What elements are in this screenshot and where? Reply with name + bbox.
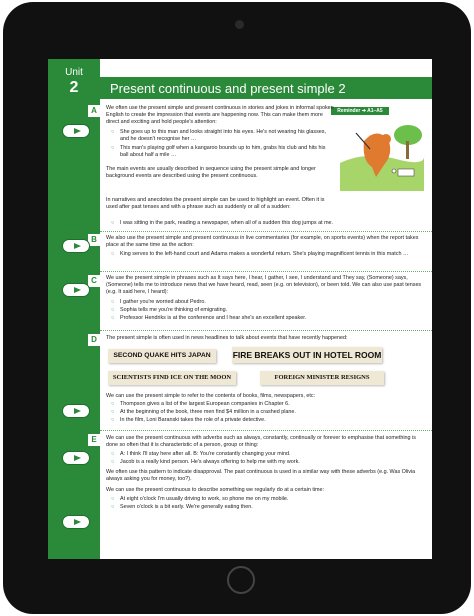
- section-e-paragraph-2: We often use this pattern to indicate disapproval. The past continuous is used in a similar way with these adverbs (e.g. Was Olivia always asking you for money, too?).: [106, 469, 416, 483]
- divider: [100, 430, 432, 431]
- section-d-paragraph-1: The present simple is often used in news headlines to talk about events that have recently happened:: [106, 335, 348, 341]
- page-title: Present continuous and present simple 2: [110, 81, 346, 96]
- section-d-paragraph-2: We can use the present simple to refer to the contents of books, films, newspapers, etc:: [106, 393, 316, 399]
- page-screen: [48, 59, 432, 559]
- section-e-paragraph-1: We can use the present continuous with adverbs such as always, constantly, continually or forever to emphasise that something is done so often that it is characteristic of a person, group or thing:: [106, 435, 416, 449]
- section-a-letter: A: [88, 105, 100, 117]
- reminder-link[interactable]: Reminder ➔ A1–A5: [331, 107, 389, 115]
- divider: [100, 330, 432, 331]
- unit-badge: [54, 67, 94, 103]
- camera-dot: [235, 20, 244, 29]
- divider: [100, 271, 432, 272]
- headline-2: FIRE BREAKS OUT IN HOTEL ROOM: [232, 347, 382, 363]
- section-e-example-3: ○ At eight o'clock I'm usually driving to work, so phone me on my mobile.: [120, 496, 420, 503]
- unit-word: Unit: [65, 67, 83, 78]
- section-a-paragraph-1: We often use the present simple and present continuous in stories and jokes in informal spoken English to create the impression that events are happening now. This can make them more direct and exciting and hold people's attention:: [106, 105, 334, 126]
- section-e-example-4: ○ Seven o'clock is a bit early. We're generally eating then.: [120, 504, 420, 511]
- section-a-paragraph-2: The main events are usually described in sequence using the present simple and longer background events are described using the present continuous.: [106, 166, 316, 180]
- section-d-play-button[interactable]: [62, 404, 90, 418]
- section-a-paragraph-3: In narratives and anecdotes the present simple can be used to highlight an event. Often it is used after past tenses and with a phrase such as suddenly or all of a sudden:: [106, 197, 325, 211]
- section-b-example-1: ○ King serves to the left-hand court and Adams makes a wonderful return. She's playing magnificent tennis in this match …: [120, 251, 424, 258]
- section-e-letter: E: [88, 434, 100, 446]
- section-a-example-3: ○ I was sitting in the park, reading a newspaper, when all of a sudden this dog jumps at me.: [120, 220, 420, 227]
- section-d-example-3: ○ In the film, Loni Baranski takes the role of a private detective.: [120, 417, 420, 424]
- section-c-paragraph-1: We use the present simple in phrases such as It says here, I hear, I gather, I see, I understand and They say, (Someone) says, (Someone) tells me to introduce news that we have heard, read, seen (e.g. on television), or been told. We can also use past tenses (e.g. It said here, I heard):: [106, 275, 422, 296]
- tablet-frame: [3, 2, 471, 614]
- home-button[interactable]: [227, 566, 255, 594]
- section-a-play-button[interactable]: [62, 124, 90, 138]
- kangaroo-golf-illustration: [336, 121, 426, 193]
- section-a-example-1: ○ She goes up to this man and looks straight into his eyes. He's not wearing his glasses, and he doesn't recognise her …: [120, 129, 334, 143]
- headline-1: SECOND QUAKE HITS JAPAN: [108, 349, 216, 363]
- divider: [100, 231, 432, 232]
- section-e-example-1: ○ A: I think I'll stay here after all. B: You're constantly changing your mind.: [120, 451, 420, 458]
- section-e-play-button-2[interactable]: [62, 515, 90, 529]
- section-e-example-2: ○ Jacob is a really kind person. He's always offering to help me with my work.: [120, 459, 420, 466]
- section-c-example-2: ○ Sophia tells me you're thinking of emigrating.: [120, 307, 420, 314]
- section-b-play-button[interactable]: [62, 239, 90, 253]
- section-b-paragraph-1: We also use the present simple and present continuous in live commentaries (for example, on sports events) when the report takes place at the same time as the action:: [106, 235, 419, 249]
- headline-3: SCIENTISTS FIND ICE ON THE MOON: [108, 371, 236, 385]
- section-e-play-button-1[interactable]: [62, 451, 90, 465]
- section-c-play-button[interactable]: [62, 283, 90, 297]
- section-c-example-1: ○ I gather you're worried about Pedro.: [120, 299, 420, 306]
- headline-4: FOREIGN MINISTER RESIGNS: [260, 371, 384, 385]
- section-b-letter: B: [88, 234, 100, 246]
- section-a-example-2: ○ This man's playing golf when a kangaroo bounds up to him, grabs his club and hits his ball about half a mile …: [120, 145, 334, 159]
- section-d-letter: D: [88, 334, 100, 346]
- section-d-example-1: ○ Thompson gives a list of the largest European companies in Chapter 6.: [120, 401, 420, 408]
- section-c-example-3: ○ Professor Hendriks is at the conference and I hear she's an excellent speaker.: [120, 315, 424, 322]
- section-c-letter: C: [88, 275, 100, 287]
- section-e-paragraph-3: We can use the present continuous to describe something we regularly do at a certain time:: [106, 487, 325, 493]
- section-d-example-2: ○ At the beginning of the book, three men find $4 million in a crashed plane.: [120, 409, 420, 416]
- unit-number: 2: [69, 79, 79, 96]
